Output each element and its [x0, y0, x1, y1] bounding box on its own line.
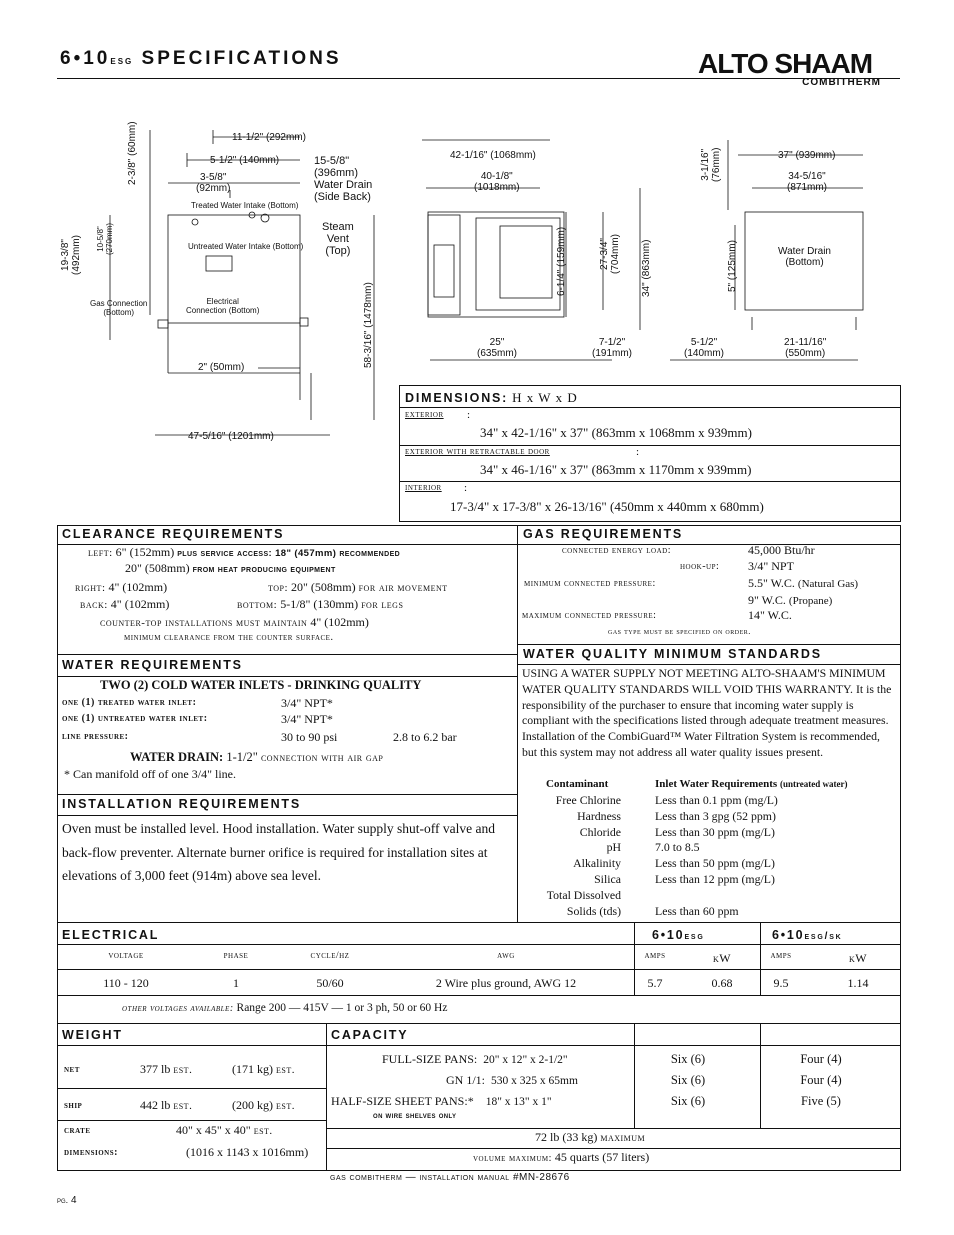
callout-label: Water Drain (Bottom): [778, 246, 831, 268]
brand-logo: ALTO SHAAM COMBITHERM: [698, 48, 881, 88]
quality-col-requirements: Inlet Water Requirements (untreated water): [655, 778, 848, 790]
clearance-right: right: 4" (102mm): [75, 580, 168, 594]
callout-label: Untreated Water Intake (Bottom): [188, 242, 304, 251]
clearance-bottom: bottom: 5-1/8" (130mm) for legs: [237, 597, 404, 611]
quality-contaminant: pH: [606, 840, 621, 855]
dim-label: 5-1/2" (140mm): [210, 155, 280, 166]
callout-label: Treated Water Intake (Bottom): [191, 201, 299, 210]
weight-crate-label: crate: [64, 1125, 91, 1136]
weight-dims: (1016 x 1143 x 1016mm): [186, 1145, 309, 1159]
water-untreated-value: 3/4" NPT*: [281, 712, 333, 726]
cap-max-weight: 72 lb (33 kg) maximum: [535, 1130, 646, 1144]
dim-label: 21-11/16" (550mm): [784, 337, 827, 359]
quality-contaminant: Alkalinity: [573, 856, 621, 871]
quality-contaminant: Total Dissolved: [546, 887, 621, 902]
cap-full: FULL-SIZE PANS: 20" x 12" x 2-1/2": [382, 1052, 568, 1066]
capacity-cell: Five (5): [801, 1094, 841, 1108]
quality-requirement: Less than 12 ppm (mg/L): [655, 872, 775, 886]
gas-hookup-label: hook-up:: [680, 561, 720, 572]
water-header: WATER REQUIREMENTS: [62, 658, 243, 672]
dim-label: 47-5/16" (1201mm): [188, 431, 274, 442]
footer: gas combitherm — installation manual #MN-28676: [330, 1172, 570, 1183]
water-manifold: * Can manifold off of one 3/4" line.: [64, 767, 236, 781]
model1-header: 6•10esg: [652, 928, 705, 942]
electrical-col-header: kW: [848, 951, 868, 965]
gas-max-value: 14" W.C.: [748, 608, 792, 622]
electrical-col-header: amps: [644, 951, 666, 961]
install-header: INSTALLATION REQUIREMENTS: [62, 797, 301, 811]
clearance-counter: counter-top installations must maintain 4" (102mm): [100, 615, 369, 629]
weight-crate: 40" x 45" x 40" est.: [176, 1123, 273, 1137]
page-title: 6•10esg SPECIFICATIONS: [60, 48, 342, 69]
capacity-cell: Six (6): [670, 1073, 706, 1087]
weight-net-label: net: [64, 1064, 80, 1075]
front-view-body: [428, 212, 564, 317]
quality-requirement: Less than 3 gpg (52 ppm): [655, 808, 776, 823]
dimensions-header: DIMENSIONS: H x W x D: [405, 390, 578, 405]
electrical-cell: 0.68: [711, 976, 733, 990]
dim-label: 25" (635mm): [477, 337, 518, 359]
electrical-cell: 50/60: [316, 976, 344, 990]
weight-net-kg: (171 kg) est.: [232, 1062, 295, 1076]
electrical-cell: 5.7: [647, 976, 663, 990]
water-pressure-psi: 30 to 90 psi: [281, 730, 338, 744]
water-pressure-label: line pressure:: [62, 731, 129, 742]
dim-label: 40-1/8" (1018mm): [474, 171, 520, 193]
quality-header: WATER QUALITY MINIMUM STANDARDS: [523, 647, 822, 661]
capacity-cell: Six (6): [670, 1094, 706, 1108]
capacity-cell: Six (6): [670, 1052, 706, 1066]
gas-load-label: connected energy load:: [562, 545, 671, 556]
dim-label: 37" (939mm): [778, 150, 836, 161]
quality-text: USING A WATER SUPPLY NOT MEETING ALTO-SHAAM'S MINIMUM WATER QUALITY STANDARDS WILL VOID THIS WARRANTY. It is the responsibility of the purchaser to ensure that incoming water supply is compliant with the specifications listed through adequate treatment measures. Installation of the CombiGuard™ Water Filtration System is recommended, but this system may not address all water quality issues present.: [522, 666, 892, 759]
quality-contaminant: Free Chlorine: [555, 793, 621, 807]
water-treated-value: 3/4" NPT*: [281, 696, 333, 710]
clearance-top: top: 20" (508mm) for air movement: [268, 580, 448, 594]
weight-dims-label: dimensions:: [64, 1147, 118, 1158]
page-number: pg. 4: [57, 1195, 77, 1206]
model2-header: 6•10esg/sk: [772, 928, 843, 942]
quality-contaminant: Hardness: [577, 808, 621, 823]
exterior-value: 34" x 42-1/16" x 37" (863mm x 1068mm x 939mm): [480, 425, 752, 440]
weight-ship-label: ship: [64, 1100, 83, 1111]
dim-label: 5" (125mm): [727, 240, 738, 292]
quality-contaminant: Silica: [594, 872, 621, 886]
exterior-label: exterior: [405, 409, 444, 420]
clearance-back: back: 4" (102mm): [80, 597, 170, 611]
cap-volume: volume maximum: 45 quarts (57 liters): [473, 1150, 650, 1164]
electrical-col-header: phase: [223, 951, 249, 961]
clearance-left2: 20" (508mm) from heat producing equipment: [125, 561, 336, 575]
electrical-cell: 110 - 120: [103, 976, 149, 990]
gas-hookup-value: 3/4" NPT: [748, 559, 794, 573]
dim-label: 3-1/16" (76mm): [700, 147, 722, 182]
dim-label: 3-5/8" (92mm): [196, 172, 231, 194]
dim-label: 34-5/16" (871mm): [787, 171, 828, 193]
interior-label: interior: [405, 482, 442, 493]
weight-ship-kg: (200 kg) est.: [232, 1098, 295, 1112]
dim-label: 19-3/8" (492mm): [60, 234, 82, 275]
clearance-header: CLEARANCE REQUIREMENTS: [62, 527, 285, 541]
capacity-cell: Four (4): [800, 1073, 842, 1087]
quality-requirement: Less than 30 ppm (mg/L): [655, 824, 775, 839]
water-drain: WATER DRAIN: 1-1/2" connection with air gap: [130, 750, 384, 764]
dim-label: 27-3/4" (704mm): [599, 233, 621, 274]
retract-label: exterior with retractable door: [405, 446, 550, 457]
electrical-col-header: cycle/hz: [310, 951, 350, 961]
weight-ship-lb: 442 lb est.: [140, 1098, 193, 1112]
capacity-cell: Four (4): [800, 1052, 842, 1066]
water-treated-label: one (1) treated water inlet:: [62, 697, 197, 708]
gas-header: GAS REQUIREMENTS: [523, 527, 684, 541]
quality-requirement: Less than 0.1 ppm (mg/L): [655, 793, 778, 807]
cap-half: HALF-SIZE SHEET PANS:* 18" x 13" x 1": [331, 1094, 552, 1108]
cap-half-note: on wire shelves only: [373, 1110, 457, 1120]
electrical-col-header: awg: [497, 951, 515, 961]
electrical-cell: 9.5: [773, 976, 789, 990]
capacity-header: CAPACITY: [331, 1028, 409, 1042]
dim-label: 6-1/4" (159mm): [556, 226, 567, 296]
water-pressure-bar: 2.8 to 6.2 bar: [393, 730, 457, 744]
weight-header: WEIGHT: [62, 1028, 123, 1042]
gas-min2: 9" W.C. (Propane): [748, 593, 833, 607]
install-text: Oven must be installed level. Hood installation. Water supply shut-off valve and back-flow preventer. Alternate burner orifice is required for installation sites at elevations of 3,000 feet (914m) above sea level.: [62, 821, 495, 883]
dim-label: 15-5/8" (396mm) Water Drain (Side Back): [314, 155, 373, 203]
callout-label: Electrical Connection (Bottom): [186, 297, 260, 315]
dim-label: 11-1/2" (292mm): [232, 132, 306, 143]
electrical-header: ELECTRICAL: [62, 928, 160, 942]
dim-label: 2-3/8" (60mm): [127, 121, 138, 185]
electrical-col-header: kW: [712, 951, 732, 965]
callout-label: Steam Vent (Top): [322, 221, 354, 257]
quality-requirement: Less than 60 ppm: [655, 903, 739, 918]
quality-requirement: Less than 50 ppm (mg/L): [655, 856, 775, 871]
electrical-col-header: voltage: [108, 951, 144, 961]
gas-load-value: 45,000 Btu/hr: [748, 543, 815, 557]
electrical-cell: 1: [233, 976, 239, 990]
gas-max-label: maximum connected pressure:: [522, 610, 657, 621]
quality-contaminant: Solids (tds): [566, 903, 621, 918]
dim-label: 42-1/16" (1068mm): [450, 150, 536, 161]
dim-label: 10-5/8" (270mm): [96, 222, 114, 255]
electrical-cell: 2 Wire plus ground, AWG 12: [435, 976, 577, 990]
dim-label: 5-1/2" (140mm): [684, 337, 725, 359]
gas-min-label: minimum connected pressure:: [524, 578, 656, 589]
dim-label: 2" (50mm): [198, 362, 245, 373]
electrical-col-header: amps: [770, 951, 792, 961]
clearance-left: left: 6" (152mm) plus service access: 18" (457mm) recommended: [88, 545, 401, 559]
gas-min1: 5.5" W.C. (Natural Gas): [748, 576, 859, 590]
dim-label: 58-3/16" (1478mm): [363, 282, 374, 368]
water-untreated-label: one (1) untreated water inlet:: [62, 713, 208, 724]
dim-label: 7-1/2" (191mm): [592, 337, 633, 359]
dim-label: 34" (863mm): [641, 239, 652, 297]
water-inlets: TWO (2) COLD WATER INLETS - DRINKING QUALITY: [100, 678, 422, 692]
weight-net-lb: 377 lb est.: [140, 1062, 193, 1076]
callout-label: Gas Connection (Bottom): [90, 299, 148, 317]
electrical-other: other voltages available: Range 200 — 415V — 1 or 3 ph, 50 or 60 Hz: [122, 1002, 448, 1014]
interior-value: 17-3/4" x 17-3/8" x 26-13/16" (450mm x 440mm x 680mm): [450, 499, 764, 514]
gas-note: gas type must be specified on order.: [608, 626, 751, 636]
quality-contaminant: Chloride: [579, 824, 621, 839]
quality-col-contaminant: Contaminant: [546, 778, 609, 790]
retract-value: 34" x 46-1/16" x 37" (863mm x 1170mm x 939mm): [480, 462, 752, 477]
clearance-counter-note: minimum clearance from the counter surface.: [124, 632, 334, 643]
electrical-cell: 1.14: [847, 976, 869, 990]
quality-requirement: 7.0 to 8.5: [655, 840, 700, 855]
cap-gn: GN 1/1: 530 x 325 x 65mm: [446, 1073, 578, 1087]
